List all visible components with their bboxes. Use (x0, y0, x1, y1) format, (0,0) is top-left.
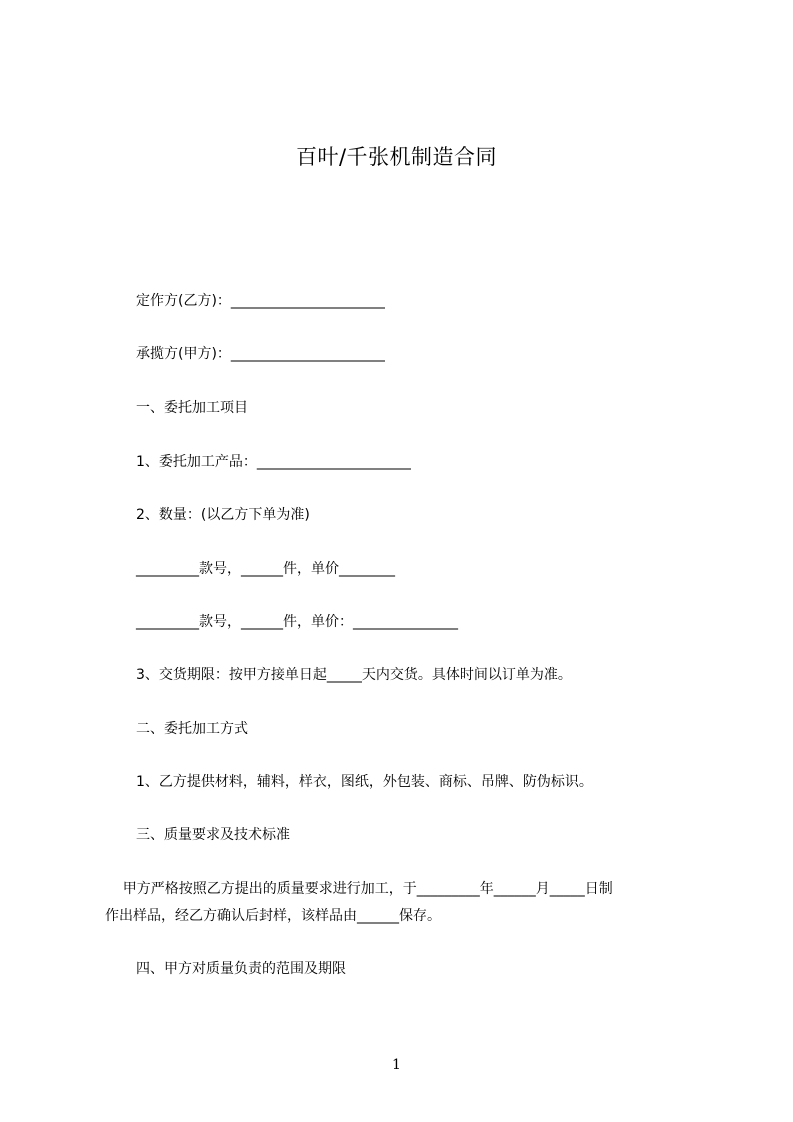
quality-paragraph-line-2: 作出样品，经乙方确认后封样，该样品由______保存。 (105, 908, 441, 924)
page-number: 1 (392, 1057, 401, 1073)
section-two-heading: 二、委托加工方式 (136, 721, 248, 737)
style-price-line-1: _________款号，______件，单价________ (136, 561, 395, 577)
delivery-term-line: 3、交货期限：按甲方接单日起_____天内交货。具体时间以订单为准。 (136, 667, 572, 683)
section-one-heading: 一、委托加工项目 (136, 400, 248, 416)
party-a-line: 承揽方(甲方)：______________________ (136, 346, 385, 362)
quality-paragraph-line-1: 甲方严格按照乙方提出的质量要求进行加工，于_________年______月_____日制 (105, 881, 613, 897)
materials-line: 1、乙方提供材料，辅料，样衣，图纸，外包装、商标、吊牌、防伪标识。 (136, 774, 593, 790)
document-title: 百叶/千张机制造合同 (295, 145, 498, 169)
party-b-line: 定作方(乙方)：______________________ (136, 293, 385, 309)
product-line: 1、委托加工产品：______________________ (136, 454, 411, 470)
quantity-line: 2、数量：(以乙方下单为准) (136, 507, 310, 523)
section-three-heading: 三、质量要求及技术标准 (136, 827, 290, 843)
style-price-line-2: _________款号，______件，单价：_______________ (136, 614, 458, 630)
section-four-heading: 四、甲方对质量负责的范围及期限 (136, 961, 346, 977)
